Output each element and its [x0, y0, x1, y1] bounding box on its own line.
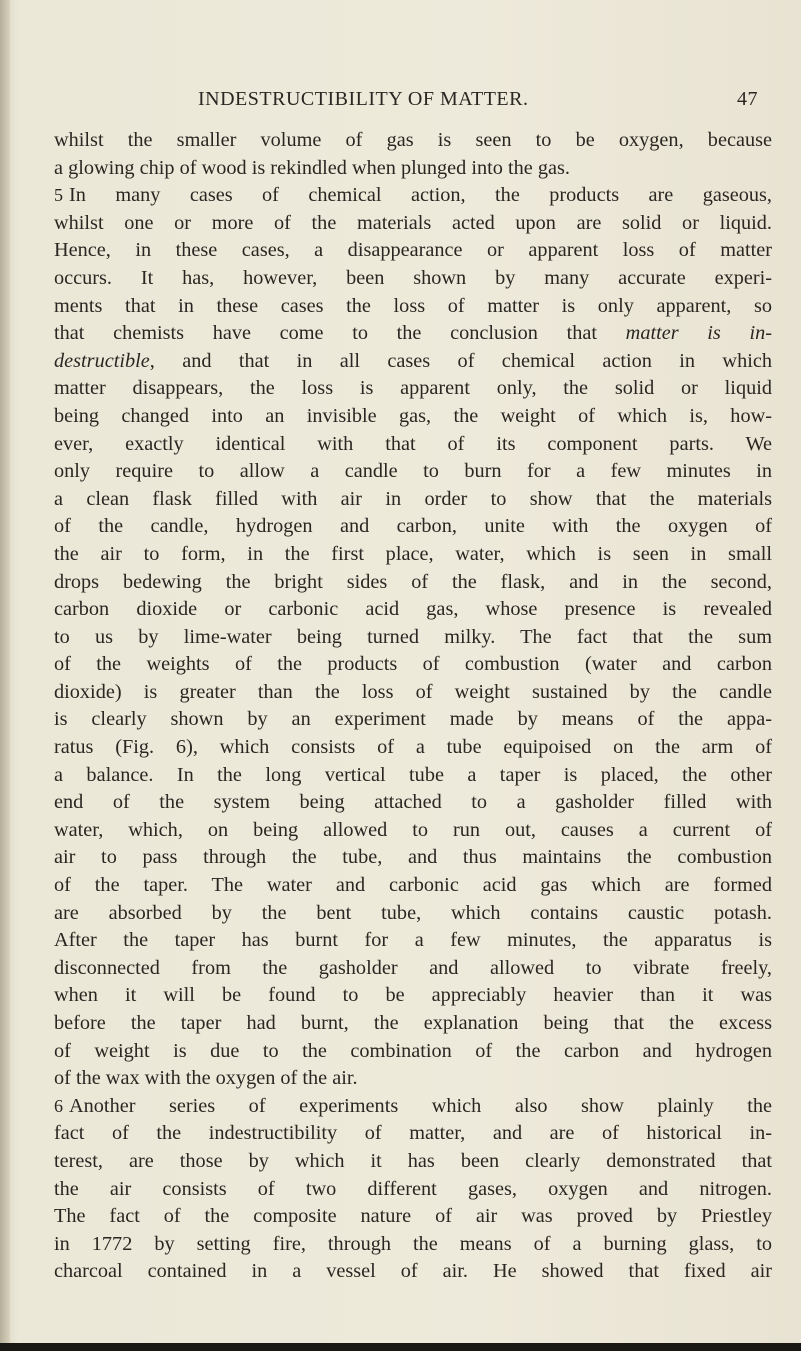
- text-line-content: a clean flask filled with air in order to show that the materials: [54, 487, 772, 510]
- text-line-content: end of the system being attached to a gasholder filled with: [54, 791, 772, 814]
- text-line-content: After the taper has burnt for a few minutes, the apparatus is: [54, 929, 772, 952]
- text-line-content: before the taper had burnt, the explanation being that the excess: [54, 1012, 772, 1034]
- running-title: INDESTRUCTIBILITY OF MATTER.: [198, 88, 529, 110]
- text-line: [54, 872, 772, 900]
- text-line-content: of the taper. The water and carbonic acid gas which are formed: [54, 874, 772, 897]
- text-line: [54, 1148, 772, 1176]
- text-line: [54, 127, 772, 155]
- text-line: [54, 817, 772, 845]
- text-line-content: are absorbed by the bent tube, which contains caustic potash.: [54, 901, 772, 924]
- text-line-content: dioxide) is greater than the loss of weight sustained by the candle: [54, 680, 772, 703]
- text-line-content: that chemists have come to the conclusion that matter is in-: [54, 322, 772, 345]
- text-line: [54, 789, 772, 817]
- text-line-content: air to pass through the tube, and thus maintains the combustion: [54, 846, 772, 869]
- text-line: [54, 844, 772, 872]
- text-line-content: a glowing chip of wood is rekindled when plunged into the gas.: [54, 156, 570, 179]
- text-line: [54, 734, 772, 762]
- text-line-content: of the candle, hydrogen and carbon, unite with the oxygen of: [54, 515, 772, 538]
- text-line: [54, 982, 772, 1010]
- text-line: [54, 293, 772, 321]
- text-line-content: Another series of experiments which also show plainly the: [69, 1094, 772, 1117]
- page-spine-shadow: [0, 0, 10, 1351]
- text-line: [54, 706, 772, 734]
- text-line: [54, 320, 772, 348]
- running-header: [58, 88, 758, 118]
- text-line: [54, 237, 772, 265]
- text-line-content: whilst the smaller volume of gas is seen to be oxygen, because: [54, 129, 772, 151]
- text-line: [54, 651, 772, 679]
- text-line: [54, 569, 772, 597]
- text-line: [54, 403, 772, 431]
- text-line: [54, 1065, 772, 1093]
- text-line: [54, 210, 772, 238]
- text-line-content: ratus (Fig. 6), which consists of a tube equipoised on the arm of: [54, 736, 772, 759]
- paragraph-number: 6: [54, 1095, 63, 1116]
- text-line: [54, 1093, 772, 1121]
- text-line-content: whilst one or more of the materials acted upon are solid or liquid.: [54, 211, 772, 234]
- text-line: [54, 348, 772, 376]
- text-line: [54, 182, 772, 210]
- text-line-content: occurs. It has, however, been shown by many accurate experi-: [54, 266, 772, 289]
- text-line: [54, 596, 772, 624]
- text-line-content: drops bedewing the bright sides of the flask, and in the second,: [54, 570, 772, 593]
- text-line-content: fact of the indestructibility of matter, and are of historical in-: [54, 1122, 772, 1145]
- text-line: [54, 1231, 772, 1259]
- text-line: [54, 155, 772, 183]
- text-line: [54, 1038, 772, 1066]
- text-line-content: terest, are those by which it has been clearly demonstrated that: [54, 1149, 772, 1172]
- page-number: 47: [737, 88, 758, 110]
- text-line-content: water, which, on being allowed to run out, causes a current of: [54, 818, 772, 841]
- text-line-content: the air to form, in the first place, water, which is seen in small: [54, 542, 772, 565]
- text-line-content: disconnected from the gasholder and allowed to vibrate freely,: [54, 956, 772, 979]
- text-line: [54, 1010, 772, 1038]
- text-line: [54, 431, 772, 459]
- text-line-content: the air consists of two different gases, oxygen and nitrogen.: [54, 1177, 772, 1200]
- text-line-content: The fact of the composite nature of air was proved by Priestley: [54, 1205, 772, 1228]
- text-line-content: a balance. In the long vertical tube a taper is placed, the other: [54, 763, 772, 786]
- text-line-content: of the weights of the products of combustion (water and carbon: [54, 653, 772, 676]
- text-line: [54, 1176, 772, 1204]
- text-line-content: of weight is due to the combination of the carbon and hydrogen: [54, 1039, 772, 1062]
- text-line: [54, 375, 772, 403]
- text-line-content: ever, exactly identical with that of its component parts. We: [54, 432, 772, 455]
- body-text: [54, 127, 772, 1286]
- paragraph-number: 5: [54, 185, 63, 206]
- text-line: [54, 927, 772, 955]
- text-line: [54, 624, 772, 652]
- text-line: [54, 541, 772, 569]
- text-line-content: when it will be found to be appreciably heavier than it was: [54, 984, 772, 1007]
- text-line-content: is clearly shown by an experiment made by means of the appa-: [54, 708, 772, 731]
- text-line-content: In many cases of chemical action, the products are gaseous,: [69, 184, 772, 207]
- text-line: [54, 900, 772, 928]
- text-line-content: carbon dioxide or carbonic acid gas, whose presence is revealed: [54, 598, 772, 621]
- text-line: [54, 265, 772, 293]
- text-line: [54, 486, 772, 514]
- text-line-content: of the wax with the oxygen of the air.: [54, 1067, 358, 1090]
- text-line-content: Hence, in these cases, a disappearance or apparent loss of matter: [54, 239, 772, 262]
- text-line: [54, 513, 772, 541]
- page-bottom-edge: [0, 1343, 801, 1351]
- text-line: [54, 762, 772, 790]
- text-line: [54, 955, 772, 983]
- text-line: [54, 1120, 772, 1148]
- text-line: [54, 458, 772, 486]
- text-line-content: matter disappears, the loss is apparent only, the solid or liquid: [54, 377, 772, 400]
- text-line-content: to us by lime-water being turned milky. The fact that the sum: [54, 625, 772, 648]
- text-line: [54, 1203, 772, 1231]
- text-line-content: only require to allow a candle to burn for a few minutes in: [54, 460, 772, 483]
- text-line-content: charcoal contained in a vessel of air. He showed that fixed air: [54, 1260, 772, 1283]
- text-line-content: being changed into an invisible gas, the weight of which is, how-: [54, 404, 772, 427]
- text-line-content: destructible, and that in all cases of chemical action in which: [54, 349, 772, 372]
- text-line: [54, 1258, 772, 1286]
- text-line-content: ments that in these cases the loss of matter is only apparent, so: [54, 294, 772, 317]
- text-line: [54, 679, 772, 707]
- text-line-content: in 1772 by setting fire, through the means of a burning glass, to: [54, 1232, 772, 1255]
